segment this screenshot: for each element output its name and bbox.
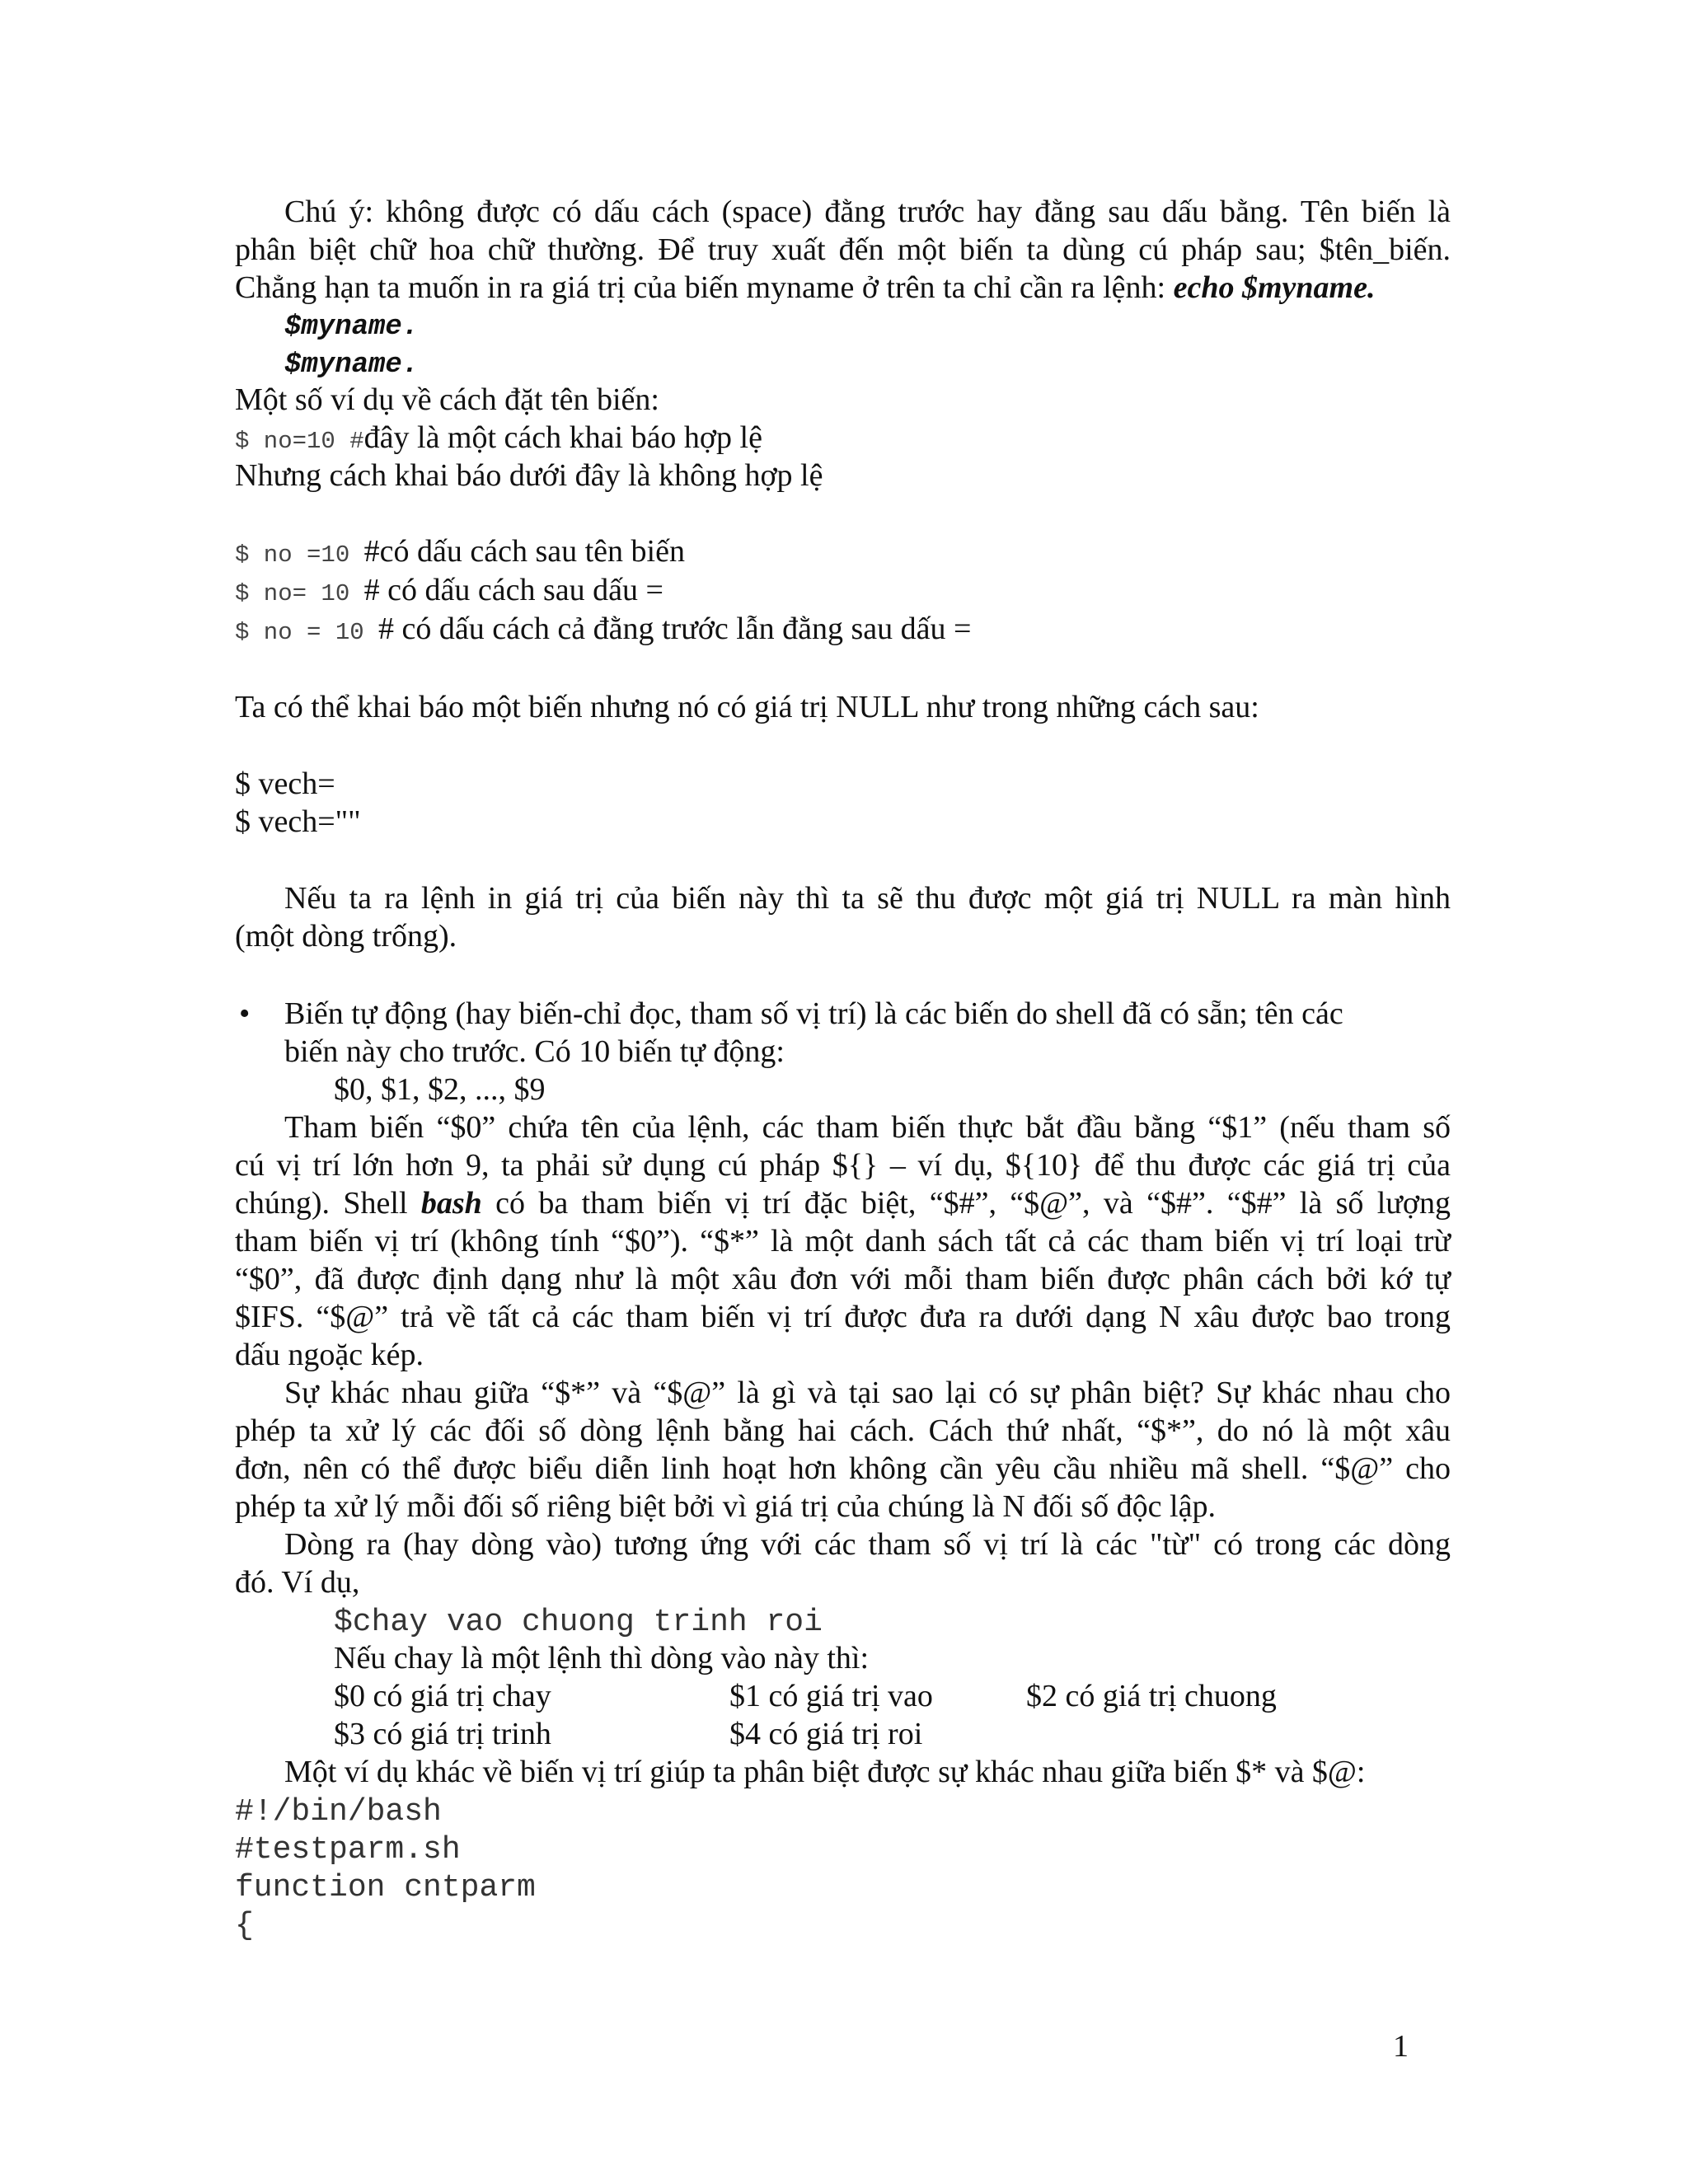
- values-row: $0 có giá trị chay $1 có giá trị vao $2 có giá trị chuong: [334, 1679, 1277, 1713]
- paragraph-line: dấu ngoặc kép.: [235, 1338, 424, 1372]
- null-example: $ vech=: [235, 766, 335, 801]
- bullet-line: $0, $1, $2, ..., $9: [334, 1072, 546, 1107]
- paragraph-line: Nếu ta ra lệnh in giá trị của biến này thì ta sẽ thu được một giá trị NULL ra màn hình: [284, 881, 1451, 916]
- page-number: 1: [1393, 2029, 1409, 2064]
- paragraph-line: đó. Ví dụ,: [235, 1565, 360, 1600]
- paragraph-line: Một ví dụ khác về biến vị trí giúp ta phân biệt được sự khác nhau giữa biến $* và $@:: [284, 1755, 1366, 1789]
- paragraph-line: đơn, nên có thể được biểu diễn linh hoạt hơn không cần yêu cầu nhiều mã shell. “$@” cho: [235, 1451, 1451, 1486]
- paragraph-line: Dòng ra (hay dòng vào) tương ứng với các tham số vị trí là các "từ" có trong các dòng: [284, 1527, 1451, 1562]
- paragraph-line: $IFS. “$@” trả về tất cả các tham biến vị trí được đưa ra dưới dạng N xâu được bao trong: [235, 1300, 1451, 1334]
- paragraph-line: phân biệt chữ hoa chữ thường. Để truy xuất đến một biến ta dùng cú pháp sau; $tên_biến.: [235, 232, 1451, 267]
- values-row: $3 có giá trị trinh $4 có giá trị roi: [334, 1717, 923, 1751]
- paragraph-line: phép ta xử lý mỗi đối số riêng biệt bởi vì giá trị của chúng là N đối số độc lập.: [235, 1489, 1216, 1524]
- invalid-example: $ no= 10 # có dấu cách sau dấu =: [235, 573, 663, 607]
- paragraph-line: chúng). Shell bash có ba tham biến vị trí đặc biệt, “$#”, “$@”, và “$#”. “$#” là số lượng: [235, 1186, 1451, 1221]
- bullet-icon: •: [239, 996, 251, 1031]
- paragraph-line: “$0”, đã được định dạng như là một xâu đơn với mỗi tham biến được phân cách bởi kớ tự: [235, 1262, 1451, 1296]
- code-line: $myname.: [284, 312, 420, 343]
- paragraph-line: Tham biến “$0” chứa tên của lệnh, các tham biến thực bắt đầu bằng “$1” (nếu tham số: [284, 1110, 1451, 1145]
- paragraph-line: Chẳng hạn ta muốn in ra giá trị của biến myname ở trên ta chỉ cần ra lệnh: echo $myname.: [235, 270, 1376, 305]
- invalid-intro: Nhưng cách khai báo dưới đây là không hợp lệ: [235, 458, 823, 493]
- invalid-example: $ no = 10 # có dấu cách cả đằng trước lẫn đằng sau dấu =: [235, 612, 972, 646]
- code-line: $chay vao chuong trinh roi: [334, 1605, 823, 1640]
- bullet-line: Biến tự động (hay biến-chỉ đọc, tham số vị trí) là các biến do shell đã có sẵn; tên các: [284, 996, 1343, 1031]
- examples-intro: Một số ví dụ về cách đặt tên biến:: [235, 382, 659, 417]
- bullet-line: biến này cho trước. Có 10 biến tự động:: [284, 1034, 785, 1069]
- paragraph-line: cú vị trí lớn hơn 9, ta phải sử dụng cú pháp ${} – ví dụ, ${10} để thu được các giá trị của: [235, 1148, 1451, 1183]
- paragraph-line: phép ta xử lý các đối số dòng lệnh bằng hai cách. Cách thứ nhất, “$*”, do nó là một xâu: [235, 1413, 1451, 1448]
- null-intro: Ta có thể khai báo một biến nhưng nó có giá trị NULL như trong những cách sau:: [235, 690, 1259, 724]
- valid-example: $ no=10 #đây là một cách khai báo hợp lệ: [235, 420, 762, 455]
- script-line: function cntparm: [235, 1870, 536, 1905]
- script-line: #!/bin/bash: [235, 1794, 442, 1830]
- paragraph-line: Nếu chay là một lệnh thì dòng vào này thì:: [334, 1641, 870, 1675]
- paragraph-line: tham biến vị trí (không tính “$0”). “$*” là một danh sách tất cả các tham biến vị trí loại trừ: [235, 1224, 1451, 1258]
- paragraph-line: Chú ý: không được có dấu cách (space) đằng trước hay đằng sau dấu bằng. Tên biến là: [284, 194, 1451, 229]
- code-line: $myname.: [284, 349, 420, 381]
- echo-command: echo $myname.: [1173, 270, 1376, 305]
- paragraph-line: (một dòng trống).: [235, 919, 457, 954]
- invalid-example: $ no =10 #có dấu cách sau tên biến: [235, 534, 685, 569]
- script-line: {: [235, 1908, 254, 1943]
- script-line: #testparm.sh: [235, 1832, 461, 1868]
- null-example: $ vech="": [235, 804, 361, 839]
- paragraph-line: Sự khác nhau giữa “$*” và “$@” là gì và tại sao lại có sự phân biệt? Sự khác nhau cho: [284, 1376, 1451, 1410]
